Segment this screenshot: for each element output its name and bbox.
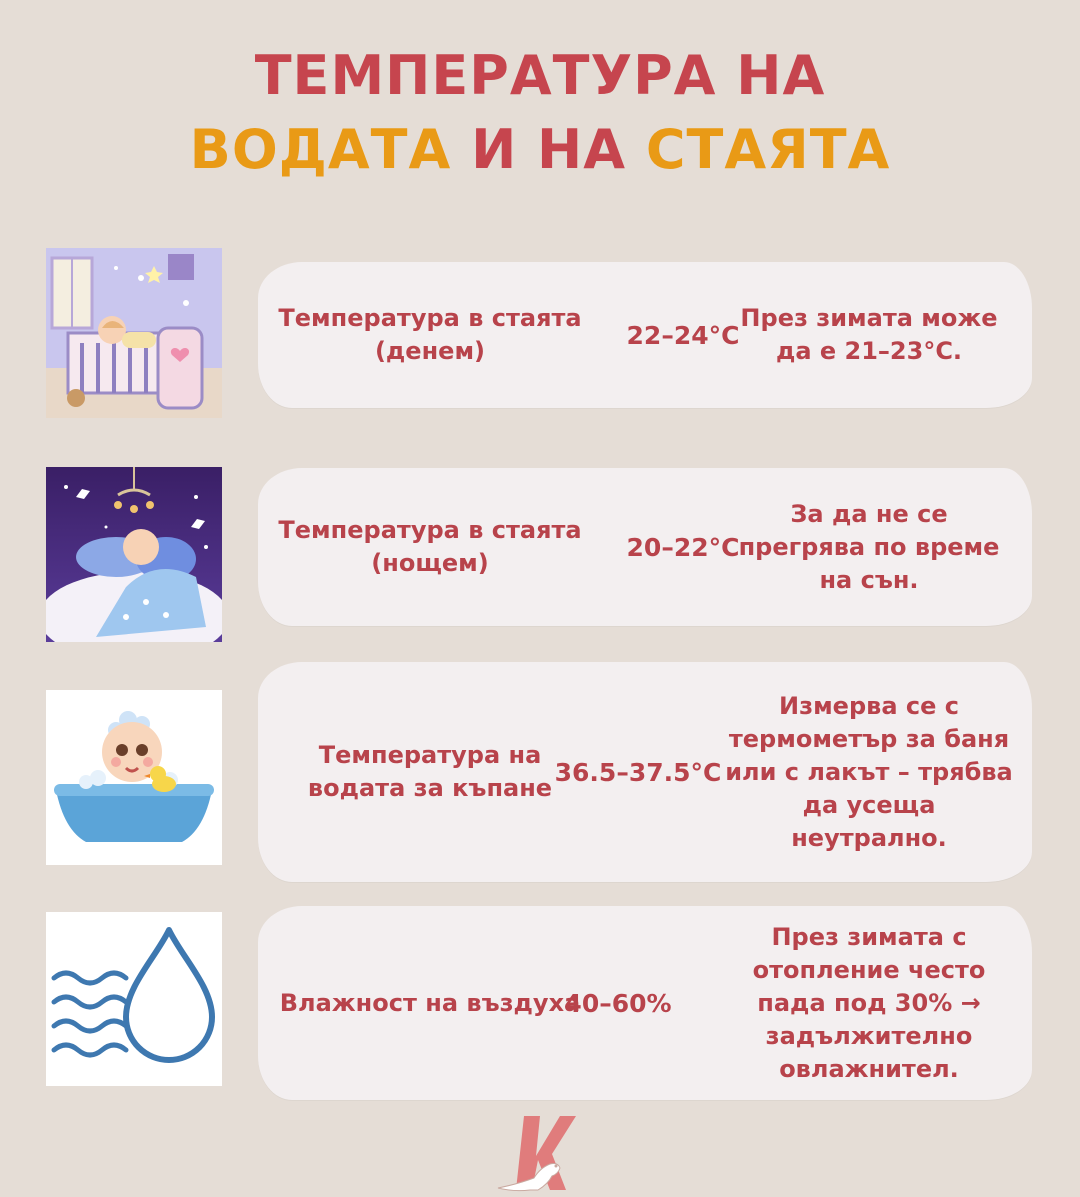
- row-label: Влажност на въздуха: [279, 988, 581, 1017]
- row-label: Температура в стаята (нощем): [278, 516, 582, 577]
- row-value: 40–60%: [564, 988, 672, 1018]
- title-word-room: СТАЯТА: [645, 118, 891, 181]
- title-line-2: [0, 118, 1080, 181]
- info-card-day-temperature: [258, 262, 1032, 408]
- title-word-water: ВОДАТА: [189, 118, 452, 181]
- title-line-1: ТЕМПЕРАТУРА НА: [254, 44, 826, 107]
- info-card-night-temperature: [258, 468, 1032, 626]
- row-note: През зимата с отопление често пада под 30% → задължително овлажнител.: [752, 922, 986, 1083]
- row-note: Измерва се с термометър за баня или с лакът – трябва да усеща неутрално.: [725, 691, 1013, 852]
- row-value: 20–22°C: [626, 532, 740, 562]
- kangaroo-k-logo: [490, 1112, 590, 1193]
- sleeping-baby-night-icon: [46, 467, 222, 642]
- row-label: Температура в стаята (денем): [278, 304, 582, 365]
- title-word-and: И НА: [471, 118, 627, 181]
- baby-bath-icon: [46, 690, 222, 865]
- info-card-bath-water: [258, 662, 1032, 882]
- crib-baby-icon: [46, 248, 222, 418]
- info-card-humidity: [258, 906, 1032, 1100]
- row-label: Температура на водата за къпане: [307, 741, 553, 802]
- row-note: През зимата може да е 21–23°C.: [740, 304, 998, 365]
- humidity-drop-icon: [46, 912, 222, 1086]
- row-note: За да не се прегрява по време на сън.: [738, 499, 1000, 594]
- row-value: 36.5–37.5°C: [554, 757, 722, 787]
- row-value: 22–24°C: [626, 320, 740, 350]
